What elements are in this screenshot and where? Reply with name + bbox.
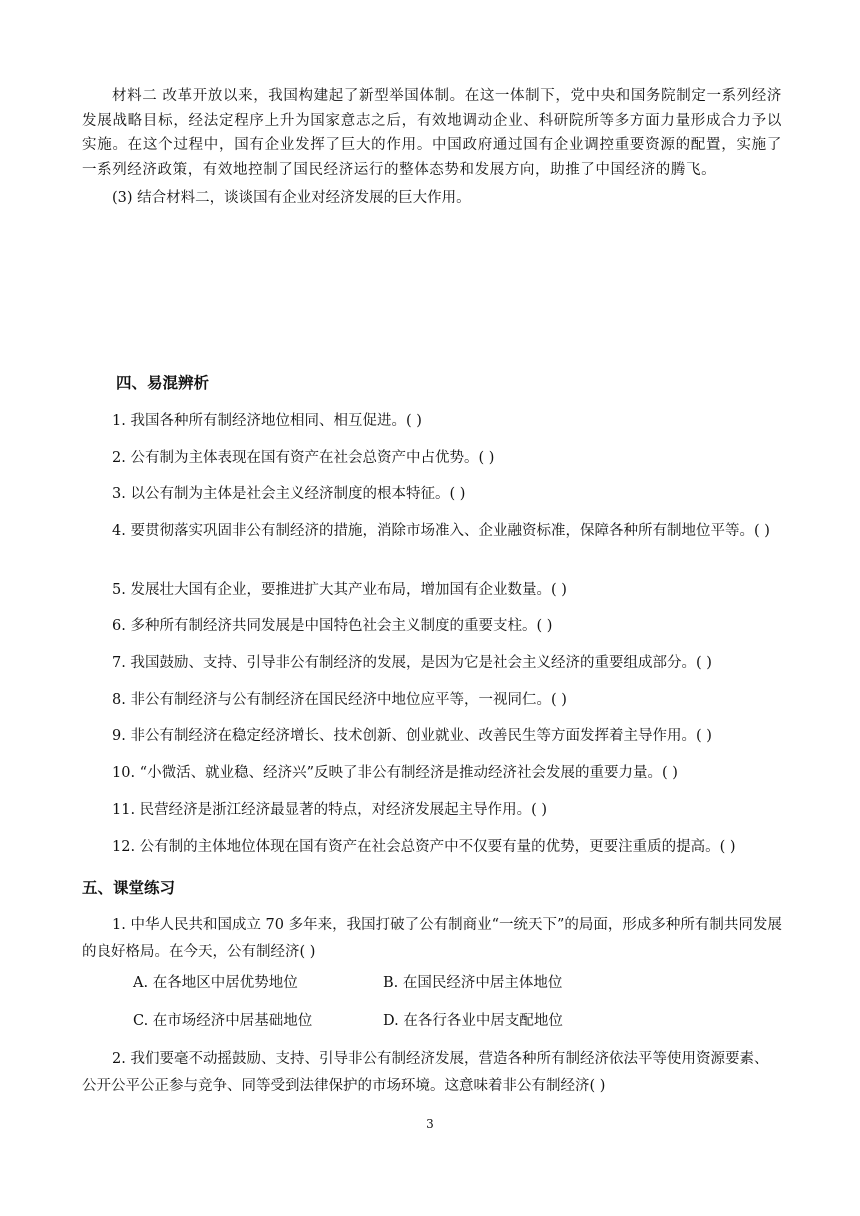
section-5-heading: 五、课堂练习 [82, 878, 176, 897]
list-item: 4. 要贯彻落实巩固非公有制经济的措施，消除市场准入、企业融资标准，保障各种所有制地位平等。( ) [112, 523, 770, 539]
option-a: A. 在各地区中居优势地位 [133, 975, 298, 991]
section-4-heading: 四、易混辨析 [116, 373, 210, 392]
question-3: (3) 结合材料二，谈谈国有企业对经济发展的巨大作用。 [112, 190, 471, 206]
material-two-paragraph: 材料二 改革开放以来，我国构建起了新型举国体制。在这一体制下，党中央和国务院制定一系列经济发展战略目标，经法定程序上升为国家意志之后，有效地调动企业、科研院所等多方面力量形成合力予以实施。在这个过程中，国有企业发挥了巨大的作用。中国政府通过国有企业调控重要资源的配置，实施了一系列经济政策，有效地控制了国民经济运行的整体态势和发展方向，助推了中国经济的腾飞。 [82, 88, 782, 178]
list-item: 5. 发展壮大国有企业，要推进扩大其产业布局，增加国有企业数量。( ) [112, 582, 567, 598]
list-item: 12. 公有制的主体地位体现在国有资产在社会总资产中不仅要有量的优势，更要注重质的提高。( ) [112, 839, 736, 855]
practice-question-1: 1. 中华人民共和国成立 70 多年来，我国打破了公有制商业“一统天下”的局面，形成多种所有制共同发展的良好格局。在今天，公有制经济( ) [82, 917, 782, 960]
list-item: 2. 公有制为主体表现在国有资产在社会总资产中占优势。( ) [112, 450, 495, 466]
page-number: 3 [426, 1117, 434, 1131]
list-item: 1. 我国各种所有制经济地位相同、相互促进。( ) [112, 413, 422, 429]
option-b: B. 在国民经济中居主体地位 [383, 975, 563, 991]
list-item: 9. 非公有制经济在稳定经济增长、技术创新、创业就业、改善民生等方面发挥着主导作用。( ) [112, 728, 712, 744]
practice-question-2: 2. 我们要毫不动摇鼓励、支持、引导非公有制经济发展，营造各种所有制经济依法平等使用资源要素、公开公平公正参与竞争、同等受到法律保护的市场环境。这意味着非公有制经济( ) [82, 1051, 769, 1094]
list-item: 8. 非公有制经济与公有制经济在国民经济中地位应平等，一视同仁。( ) [112, 692, 567, 708]
list-item: 6. 多种所有制经济共同发展是中国特色社会主义制度的重要支柱。( ) [112, 618, 553, 634]
list-item: 10. “小微活、就业稳、经济兴”反映了非公有制经济是推动经济社会发展的重要力量。( ) [112, 765, 678, 781]
list-item: 7. 我国鼓励、支持、引导非公有制经济的发展，是因为它是社会主义经济的重要组成部分。( ) [112, 655, 712, 671]
list-item: 3. 以公有制为主体是社会主义经济制度的根本特征。( ) [112, 486, 466, 502]
option-c: C. 在市场经济中居基础地位 [133, 1013, 313, 1029]
list-item: 11. 民营经济是浙江经济最显著的特点，对经济发展起主导作用。( ) [112, 802, 548, 818]
option-d: D. 在各行各业中居支配地位 [383, 1013, 563, 1029]
